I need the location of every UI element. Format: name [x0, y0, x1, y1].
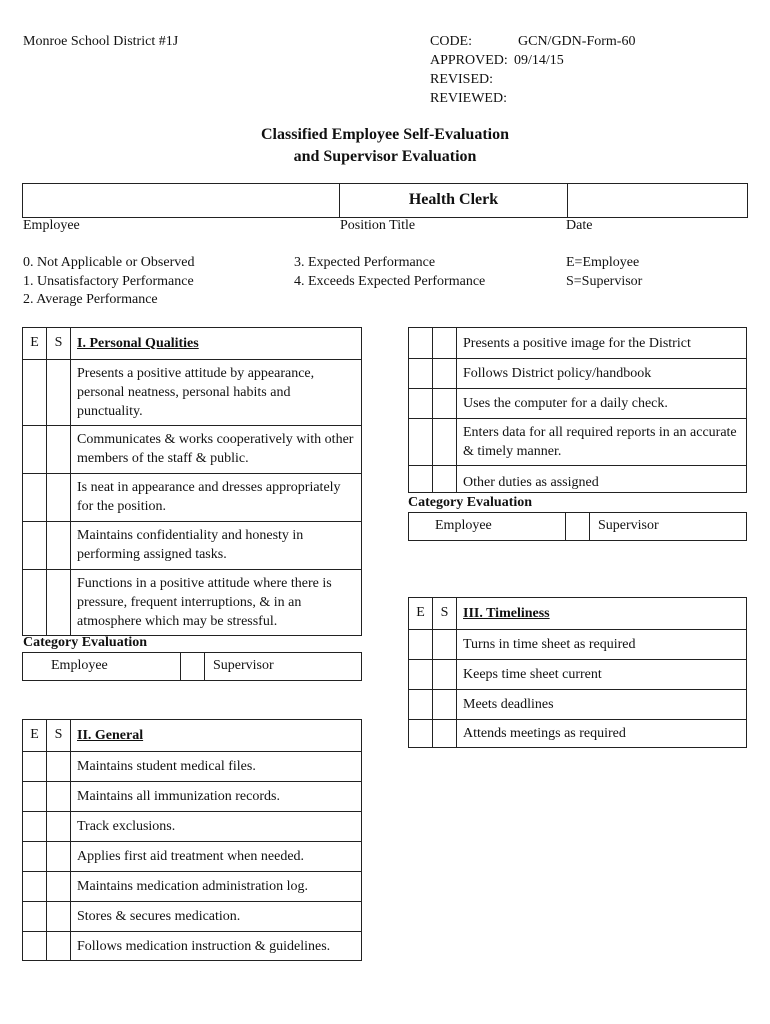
section-general [22, 719, 362, 961]
s-rating-cell[interactable] [47, 842, 71, 872]
e-rating-cell[interactable] [23, 360, 47, 426]
e-rating-cell[interactable] [23, 902, 47, 932]
s-rating-cell[interactable] [433, 466, 457, 493]
section-timeliness [408, 597, 747, 748]
scale-2: 2. Average Performance [23, 292, 158, 307]
criterion-item: Presents a positive image for the District [457, 328, 747, 359]
criterion-item: Other duties as assigned [457, 466, 747, 493]
rating-scale-middle [294, 254, 485, 291]
code-value: GCN/GDN-Form-60 [518, 34, 636, 49]
category-supervisor-field[interactable]: Supervisor [205, 653, 362, 681]
s-rating-cell[interactable] [433, 720, 457, 748]
form-title [0, 124, 770, 168]
scale-0: 0. Not Applicable or Observed [23, 255, 195, 270]
criterion-item: Presents a positive attitude by appearance, personal neatness, personal habits and punctuality. [71, 360, 362, 426]
e-rating-cell[interactable] [23, 782, 47, 812]
approved-label: APPROVED: [430, 53, 508, 68]
e-rating-cell[interactable] [409, 419, 433, 466]
s-rating-cell[interactable] [47, 812, 71, 842]
e-column-header: E [23, 720, 47, 752]
e-rating-cell[interactable] [409, 660, 433, 690]
district-name: Monroe School District #1J [23, 34, 179, 49]
rating-scale-left [23, 254, 194, 310]
e-rating-cell[interactable] [23, 522, 47, 570]
criterion-item: Maintains all immunization records. [71, 782, 362, 812]
category-evaluation-table-2 [408, 512, 747, 541]
s-rating-cell[interactable] [433, 328, 457, 359]
s-rating-cell[interactable] [47, 570, 71, 636]
e-rating-cell[interactable] [409, 690, 433, 720]
scale-1: 1. Unsatisfactory Performance [23, 273, 194, 289]
approved-value: 09/14/15 [514, 53, 564, 68]
category-supervisor-field[interactable]: Supervisor [590, 513, 747, 541]
e-column-header: E [409, 598, 433, 630]
e-rating-cell[interactable] [23, 872, 47, 902]
criterion-item: Maintains medication administration log. [71, 872, 362, 902]
code-label: CODE: [430, 34, 472, 49]
scale-e: E=Employee [566, 255, 640, 270]
criterion-item: Enters data for all required reports in an accurate & timely manner. [457, 419, 747, 466]
s-rating-cell[interactable] [47, 902, 71, 932]
criterion-item: Applies first aid treatment when needed. [71, 842, 362, 872]
reviewed-label: REVIEWED: [430, 91, 507, 106]
scale-s: S=Supervisor [566, 273, 643, 289]
e-rating-cell[interactable] [23, 842, 47, 872]
s-rating-cell[interactable] [433, 660, 457, 690]
criterion-item: Communicates & works cooperatively with other members of the staff & public. [71, 426, 362, 474]
form-codes [430, 33, 635, 109]
e-rating-cell[interactable] [23, 932, 47, 961]
title-line-1: Classified Employee Self-Evaluation [260, 126, 509, 143]
criterion-item: Attends meetings as required [457, 720, 747, 748]
s-rating-cell[interactable] [47, 782, 71, 812]
criterion-item: Stores & secures medication. [71, 902, 362, 932]
s-rating-cell[interactable] [47, 360, 71, 426]
s-rating-cell[interactable] [433, 359, 457, 389]
s-rating-cell[interactable] [433, 630, 457, 660]
criterion-item: Maintains confidentiality and honesty in performing assigned tasks. [71, 522, 362, 570]
s-rating-cell[interactable] [47, 426, 71, 474]
criterion-item: Follows medication instruction & guidelines. [71, 932, 362, 961]
s-column-header: S [47, 328, 71, 360]
scale-3: 3. Expected Performance [294, 255, 436, 270]
e-rating-cell[interactable] [409, 328, 433, 359]
criterion-item: Is neat in appearance and dresses appropriately for the position. [71, 474, 362, 522]
criterion-item: Uses the computer for a daily check. [457, 389, 747, 419]
category-blank-cell[interactable] [566, 513, 590, 541]
scale-4: 4. Exceeds Expected Performance [294, 273, 486, 289]
s-rating-cell[interactable] [47, 474, 71, 522]
employee-label: Employee [23, 218, 80, 233]
rating-scale-key [566, 254, 642, 291]
category-blank-cell[interactable] [181, 653, 205, 681]
s-rating-cell[interactable] [433, 690, 457, 720]
s-rating-cell[interactable] [47, 522, 71, 570]
date-label: Date [566, 218, 593, 233]
position-title-cell: Health Clerk [340, 184, 568, 218]
section-1-title: I. Personal Qualities [71, 328, 362, 360]
e-rating-cell[interactable] [409, 630, 433, 660]
s-rating-cell[interactable] [47, 752, 71, 782]
category-evaluation-title-2: Category Evaluation [408, 495, 533, 510]
criterion-item: Meets deadlines [457, 690, 747, 720]
category-employee-field[interactable]: Employee [23, 653, 181, 681]
e-rating-cell[interactable] [409, 466, 433, 493]
e-rating-cell[interactable] [409, 389, 433, 419]
section-2-title: II. General [71, 720, 362, 752]
employee-info-table [22, 183, 748, 218]
revised-label: REVISED: [430, 72, 493, 87]
position-title-label: Position Title [340, 218, 416, 233]
criterion-item: Maintains student medical files. [71, 752, 362, 782]
category-employee-field[interactable]: Employee [409, 513, 566, 541]
criterion-item: Track exclusions. [71, 812, 362, 842]
e-rating-cell[interactable] [23, 474, 47, 522]
section-personal-qualities-continued [408, 327, 747, 493]
e-rating-cell[interactable] [23, 570, 47, 636]
s-rating-cell[interactable] [47, 872, 71, 902]
criterion-item: Functions in a positive attitude where there is pressure, frequent interruptions, & in an atmosphere which may be stressful. [71, 570, 362, 636]
s-column-header: S [433, 598, 457, 630]
e-rating-cell[interactable] [23, 752, 47, 782]
section-personal-qualities [22, 327, 362, 636]
e-rating-cell[interactable] [23, 426, 47, 474]
e-rating-cell[interactable] [409, 720, 433, 748]
category-evaluation-title-1: Category Evaluation [23, 635, 148, 650]
criterion-item: Turns in time sheet as required [457, 630, 747, 660]
criterion-item: Keeps time sheet current [457, 660, 747, 690]
category-evaluation-table-1 [22, 652, 362, 681]
section-3-title: III. Timeliness [457, 598, 747, 630]
date-field[interactable] [568, 184, 748, 218]
s-column-header: S [47, 720, 71, 752]
e-rating-cell[interactable] [409, 359, 433, 389]
s-rating-cell[interactable] [433, 419, 457, 466]
e-rating-cell[interactable] [23, 812, 47, 842]
s-rating-cell[interactable] [47, 932, 71, 961]
e-column-header: E [23, 328, 47, 360]
title-line-2: and Supervisor Evaluation [293, 148, 477, 165]
s-rating-cell[interactable] [433, 389, 457, 419]
criterion-item: Follows District policy/handbook [457, 359, 747, 389]
employee-name-field[interactable] [23, 184, 340, 218]
